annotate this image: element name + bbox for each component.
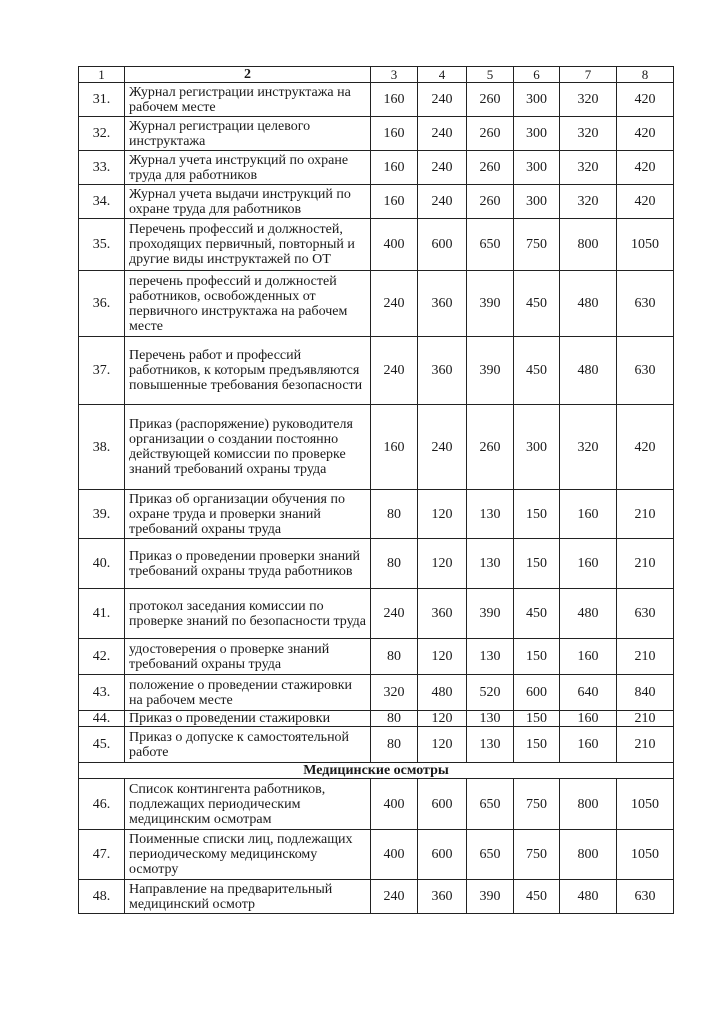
column-header: 5 — [467, 67, 514, 83]
price-cell: 800 — [560, 830, 617, 880]
document-name: удостоверения о проверке знаний требований охраны труда — [125, 639, 371, 675]
table-row — [79, 337, 674, 405]
document-name: Приказ о проведении стажировки — [125, 711, 371, 727]
price-cell: 120 — [418, 539, 467, 589]
price-cell: 240 — [418, 185, 467, 219]
row-number: 32. — [79, 117, 125, 151]
price-cell: 80 — [371, 727, 418, 763]
price-cell: 120 — [418, 711, 467, 727]
document-name: Перечень профессий и должностей, проходящих первичный, повторный и другие виды инструктажей по ОТ — [125, 219, 371, 271]
price-cell: 420 — [617, 117, 674, 151]
row-number: 33. — [79, 151, 125, 185]
price-cell: 210 — [617, 639, 674, 675]
row-number: 42. — [79, 639, 125, 675]
price-cell: 240 — [418, 405, 467, 490]
header-row — [79, 67, 674, 83]
row-number: 40. — [79, 539, 125, 589]
price-cell: 130 — [467, 639, 514, 675]
table-row — [79, 727, 674, 763]
price-cell: 800 — [560, 219, 617, 271]
price-cell: 160 — [560, 539, 617, 589]
price-cell: 600 — [418, 779, 467, 830]
price-cell: 150 — [514, 539, 560, 589]
document-name: положение о проведении стажировки на рабочем месте — [125, 675, 371, 711]
price-cell: 300 — [514, 185, 560, 219]
price-cell: 160 — [371, 151, 418, 185]
table-row — [79, 830, 674, 880]
price-cell: 240 — [418, 83, 467, 117]
document-name: Журнал регистрации целевого инструктажа — [125, 117, 371, 151]
price-cell: 210 — [617, 711, 674, 727]
price-cell: 480 — [560, 271, 617, 337]
price-cell: 260 — [467, 83, 514, 117]
price-cell: 160 — [371, 405, 418, 490]
table-row — [79, 675, 674, 711]
price-cell: 450 — [514, 337, 560, 405]
price-cell: 260 — [467, 151, 514, 185]
price-cell: 120 — [418, 490, 467, 539]
price-cell: 420 — [617, 83, 674, 117]
price-cell: 240 — [371, 589, 418, 639]
price-cell: 1050 — [617, 830, 674, 880]
table-row — [79, 880, 674, 914]
price-cell: 320 — [560, 151, 617, 185]
price-cell: 240 — [418, 117, 467, 151]
document-name: протокол заседания комиссии по проверке знаний по безопасности труда — [125, 589, 371, 639]
table-row — [79, 405, 674, 490]
price-table — [78, 66, 674, 914]
price-cell: 450 — [514, 589, 560, 639]
price-cell: 450 — [514, 880, 560, 914]
row-number: 47. — [79, 830, 125, 880]
table-row — [79, 219, 674, 271]
price-cell: 130 — [467, 539, 514, 589]
table-row — [79, 83, 674, 117]
price-cell: 640 — [560, 675, 617, 711]
column-header: 7 — [560, 67, 617, 83]
price-cell: 400 — [371, 779, 418, 830]
row-number: 35. — [79, 219, 125, 271]
price-cell: 320 — [560, 83, 617, 117]
price-cell: 240 — [418, 151, 467, 185]
price-cell: 420 — [617, 151, 674, 185]
document-name: Приказ об организации обучения по охране труда и проверки знаний требований охраны труда — [125, 490, 371, 539]
table-body-medical — [79, 779, 674, 914]
table-row — [79, 779, 674, 830]
table-body-training — [79, 83, 674, 763]
table-row — [79, 117, 674, 151]
price-cell: 750 — [514, 830, 560, 880]
price-cell: 210 — [617, 539, 674, 589]
row-number: 43. — [79, 675, 125, 711]
price-cell: 160 — [560, 711, 617, 727]
price-cell: 650 — [467, 830, 514, 880]
price-cell: 160 — [560, 727, 617, 763]
price-cell: 390 — [467, 589, 514, 639]
price-cell: 400 — [371, 830, 418, 880]
row-number: 46. — [79, 779, 125, 830]
price-cell: 80 — [371, 711, 418, 727]
price-cell: 630 — [617, 271, 674, 337]
table-row — [79, 589, 674, 639]
price-cell: 1050 — [617, 219, 674, 271]
price-cell: 150 — [514, 639, 560, 675]
price-cell: 450 — [514, 271, 560, 337]
column-header: 6 — [514, 67, 560, 83]
price-cell: 630 — [617, 589, 674, 639]
price-cell: 750 — [514, 219, 560, 271]
document-name: Поименные списки лиц, подлежащих периодическому медицинскому осмотру — [125, 830, 371, 880]
column-header: 8 — [617, 67, 674, 83]
price-cell: 130 — [467, 711, 514, 727]
section-row — [79, 763, 674, 779]
table-row — [79, 185, 674, 219]
price-cell: 130 — [467, 490, 514, 539]
table-section — [79, 763, 674, 779]
price-cell: 600 — [514, 675, 560, 711]
price-cell: 320 — [560, 117, 617, 151]
price-cell: 320 — [371, 675, 418, 711]
table-row — [79, 271, 674, 337]
row-number: 45. — [79, 727, 125, 763]
document-name: Направление на предварительный медицинский осмотр — [125, 880, 371, 914]
row-number: 44. — [79, 711, 125, 727]
price-cell: 300 — [514, 405, 560, 490]
table-row — [79, 711, 674, 727]
price-cell: 800 — [560, 779, 617, 830]
document-name: Приказ о допуске к самостоятельной работе — [125, 727, 371, 763]
document-name: Журнал учета инструкций по охране труда для работников — [125, 151, 371, 185]
price-cell: 630 — [617, 880, 674, 914]
price-cell: 150 — [514, 490, 560, 539]
table-row — [79, 151, 674, 185]
document-name: Журнал регистрации инструктажа на рабочем месте — [125, 83, 371, 117]
row-number: 48. — [79, 880, 125, 914]
table-row — [79, 490, 674, 539]
price-cell: 240 — [371, 337, 418, 405]
price-cell: 360 — [418, 337, 467, 405]
price-cell: 600 — [418, 219, 467, 271]
document-name: перечень профессий и должностей работников, освобожденных от первичного инструктажа на рабочем месте — [125, 271, 371, 337]
price-cell: 420 — [617, 185, 674, 219]
price-cell: 390 — [467, 337, 514, 405]
price-cell: 360 — [418, 589, 467, 639]
price-cell: 320 — [560, 405, 617, 490]
price-cell: 480 — [560, 589, 617, 639]
column-header: 4 — [418, 67, 467, 83]
price-cell: 360 — [418, 880, 467, 914]
price-cell: 150 — [514, 711, 560, 727]
price-cell: 300 — [514, 151, 560, 185]
document-name: Приказ о проведении проверки знаний требований охраны труда работников — [125, 539, 371, 589]
price-cell: 520 — [467, 675, 514, 711]
price-cell: 160 — [560, 490, 617, 539]
price-cell: 650 — [467, 779, 514, 830]
price-cell: 120 — [418, 727, 467, 763]
price-cell: 120 — [418, 639, 467, 675]
row-number: 31. — [79, 83, 125, 117]
row-number: 38. — [79, 405, 125, 490]
price-cell: 260 — [467, 405, 514, 490]
price-cell: 210 — [617, 490, 674, 539]
price-cell: 750 — [514, 779, 560, 830]
price-cell: 260 — [467, 117, 514, 151]
price-cell: 300 — [514, 117, 560, 151]
row-number: 41. — [79, 589, 125, 639]
price-cell: 480 — [418, 675, 467, 711]
table-row — [79, 539, 674, 589]
row-number: 34. — [79, 185, 125, 219]
price-cell: 840 — [617, 675, 674, 711]
price-cell: 420 — [617, 405, 674, 490]
price-cell: 160 — [371, 117, 418, 151]
price-cell: 80 — [371, 490, 418, 539]
price-cell: 1050 — [617, 779, 674, 830]
price-cell: 480 — [560, 880, 617, 914]
price-cell: 260 — [467, 185, 514, 219]
price-cell: 80 — [371, 539, 418, 589]
document-page — [78, 66, 673, 914]
price-cell: 320 — [560, 185, 617, 219]
price-cell: 400 — [371, 219, 418, 271]
section-title: Медицинские осмотры — [79, 763, 674, 779]
row-number: 37. — [79, 337, 125, 405]
price-cell: 240 — [371, 880, 418, 914]
row-number: 36. — [79, 271, 125, 337]
document-name: Журнал учета выдачи инструкций по охране труда для работников — [125, 185, 371, 219]
price-cell: 160 — [371, 83, 418, 117]
document-name: Список контингента работников, подлежащих периодическим медицинским осмотрам — [125, 779, 371, 830]
price-cell: 480 — [560, 337, 617, 405]
price-cell: 390 — [467, 880, 514, 914]
column-header: 2 — [125, 67, 371, 83]
price-cell: 130 — [467, 727, 514, 763]
price-cell: 390 — [467, 271, 514, 337]
price-cell: 150 — [514, 727, 560, 763]
price-cell: 160 — [560, 639, 617, 675]
row-number: 39. — [79, 490, 125, 539]
price-cell: 160 — [371, 185, 418, 219]
price-cell: 650 — [467, 219, 514, 271]
price-cell: 80 — [371, 639, 418, 675]
price-cell: 240 — [371, 271, 418, 337]
price-cell: 360 — [418, 271, 467, 337]
column-header: 1 — [79, 67, 125, 83]
price-cell: 300 — [514, 83, 560, 117]
document-name: Перечень работ и профессий работников, к которым предъявляются повышенные требования безопасности — [125, 337, 371, 405]
column-header: 3 — [371, 67, 418, 83]
price-cell: 630 — [617, 337, 674, 405]
document-name: Приказ (распоряжение) руководителя организации о создании постоянно действующей комиссии по проверке знаний требований охраны труда — [125, 405, 371, 490]
price-cell: 600 — [418, 830, 467, 880]
table-row — [79, 639, 674, 675]
price-cell: 210 — [617, 727, 674, 763]
